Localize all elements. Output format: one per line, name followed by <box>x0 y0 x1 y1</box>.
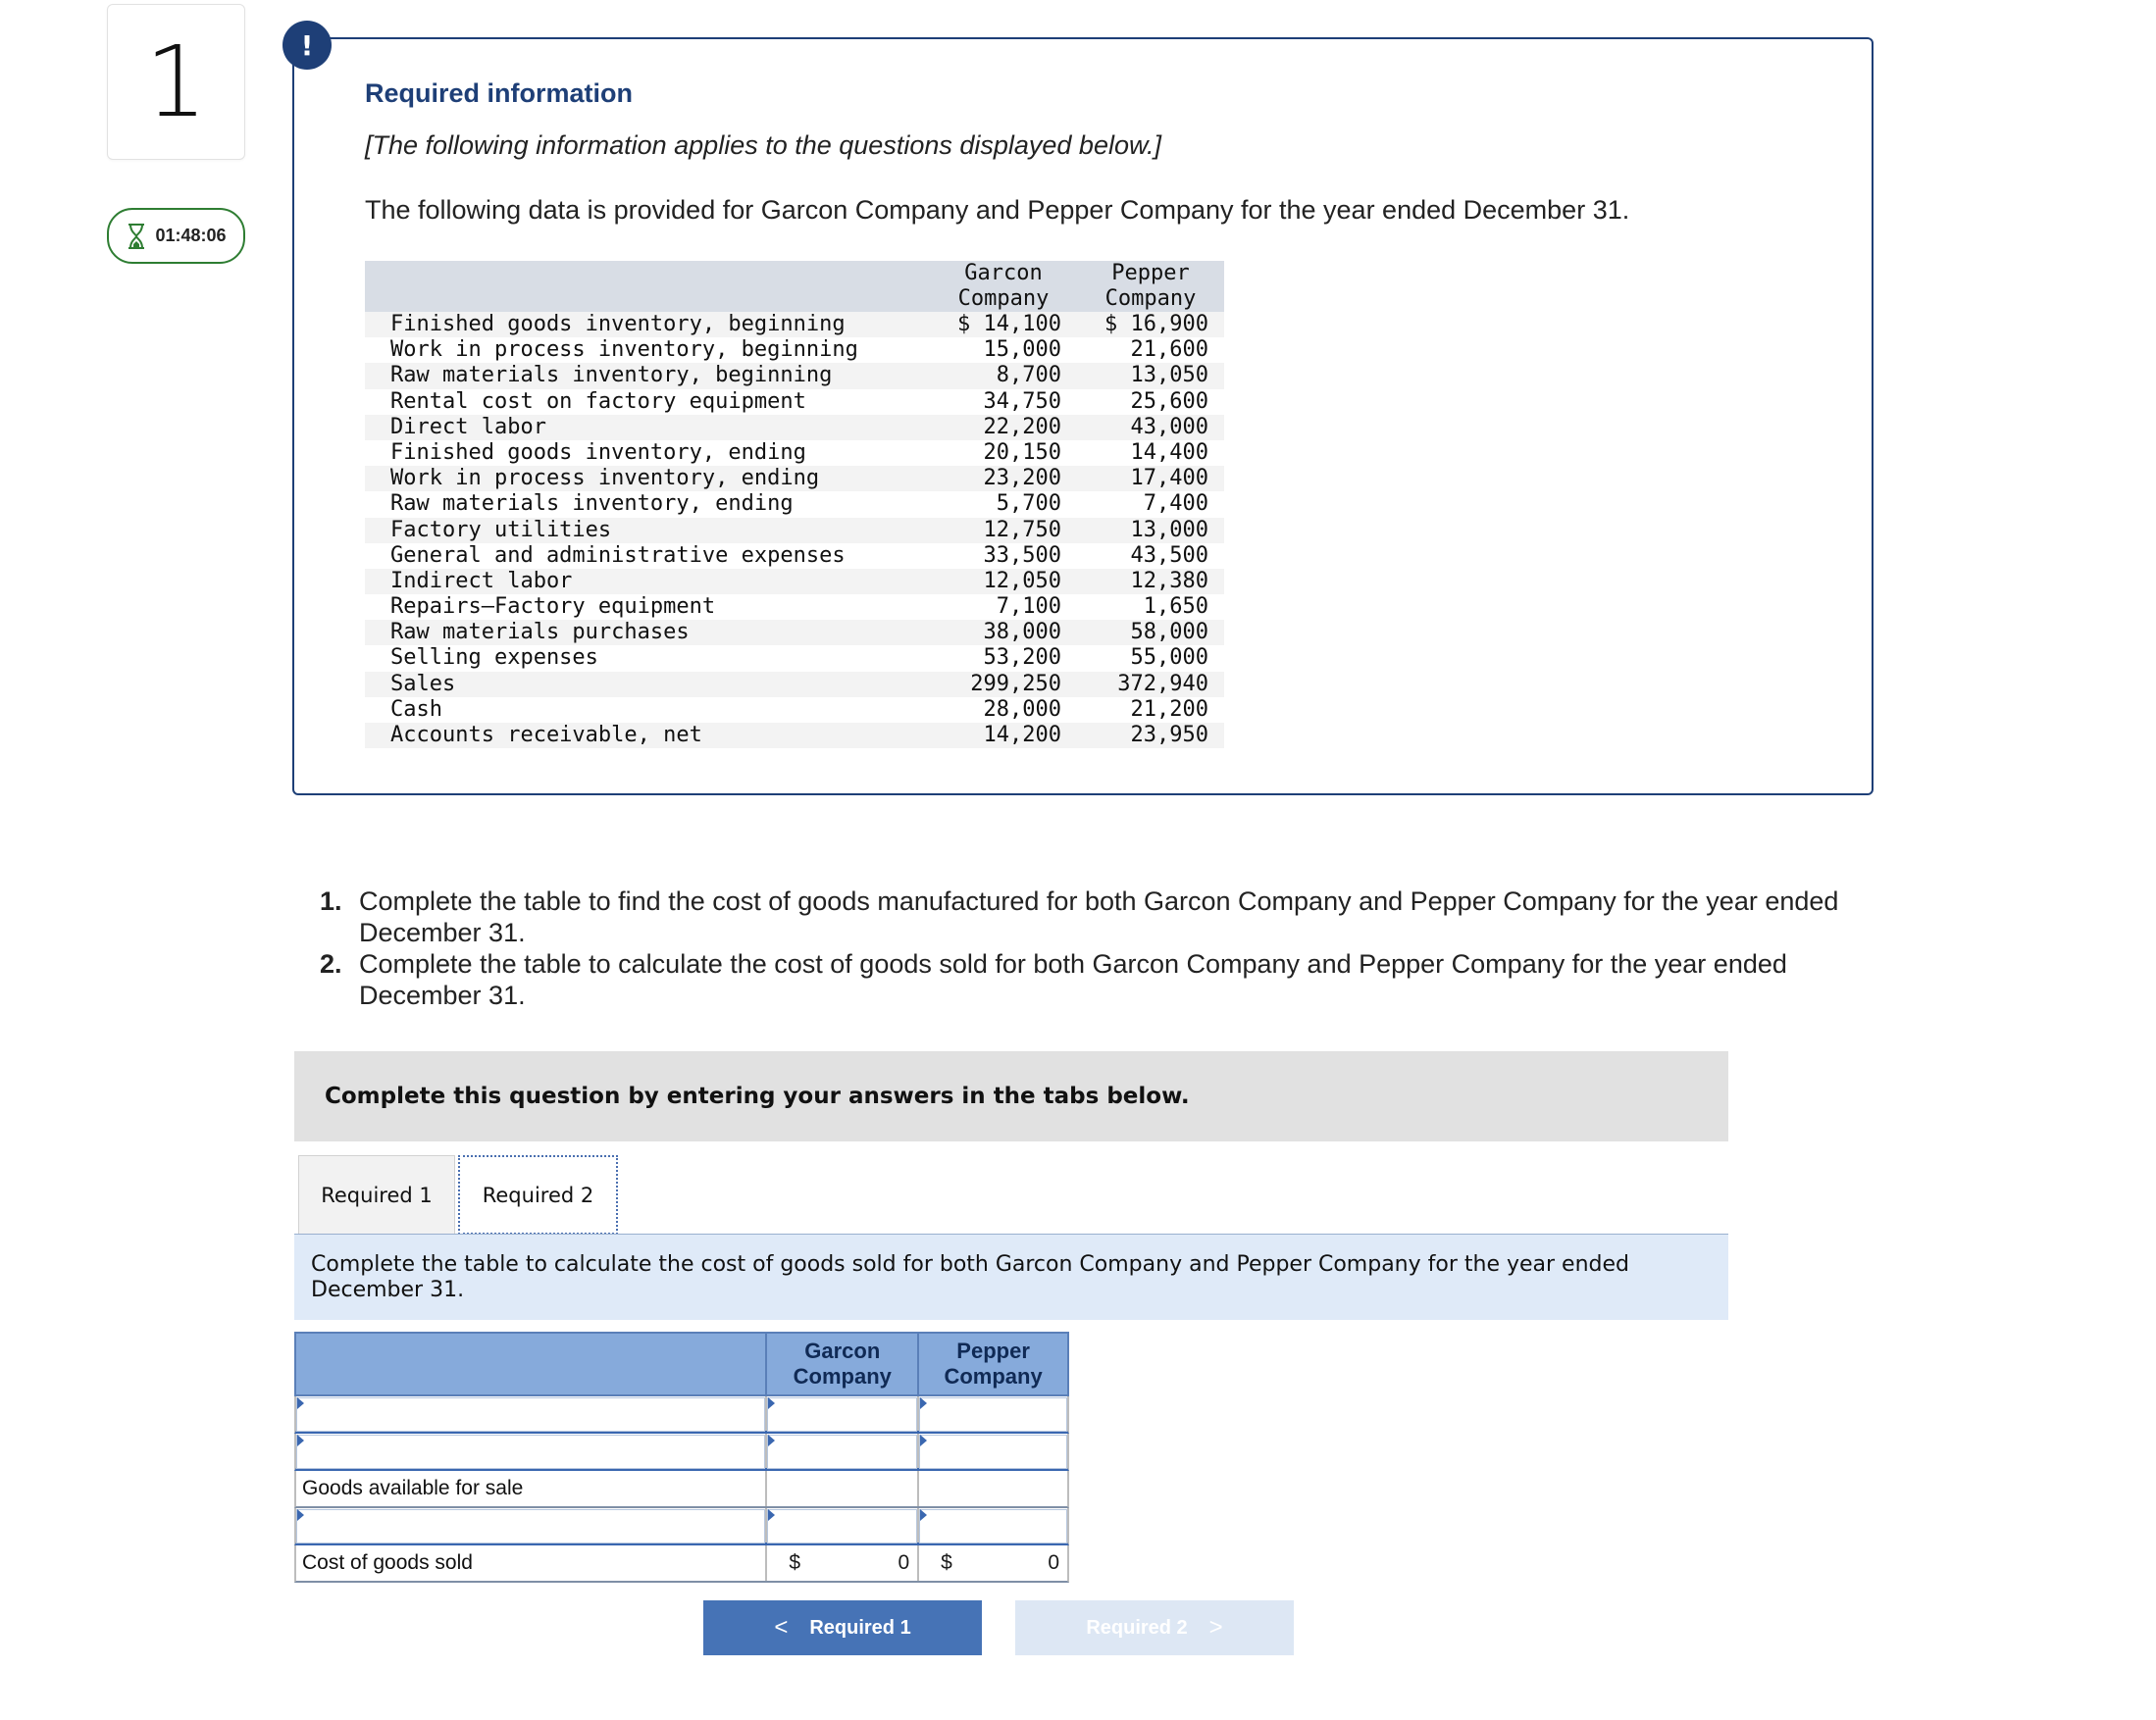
dropdown-flag-icon <box>768 1435 775 1446</box>
garcon-value: 299,250 <box>970 671 1061 696</box>
hourglass-icon <box>126 223 147 250</box>
garcon-value: 15,000 <box>983 337 1061 363</box>
chevron-left-icon: < <box>774 1614 789 1641</box>
row-label: Repairs—Factory equipment <box>390 594 716 620</box>
row-2-label-select[interactable] <box>296 1435 765 1469</box>
cogs-answer-table <box>294 1332 1069 1583</box>
row-1-garcon-input[interactable] <box>767 1397 917 1432</box>
row-label: Raw materials inventory, ending <box>390 491 794 517</box>
row-label: Work in process inventory, ending <box>390 466 820 491</box>
question-number: 1 <box>107 4 245 160</box>
row-label: Sales <box>390 671 456 696</box>
garcon-value: 53,200 <box>983 645 1061 671</box>
pepper-value: 43,500 <box>1130 542 1208 568</box>
data-table-row <box>365 594 1224 620</box>
instructions-list <box>320 885 1870 1011</box>
answer-instructions-banner: Complete this question by entering your answers in the tabs below. <box>294 1051 1728 1141</box>
pepper-answer-header: Pepper Company <box>917 1334 1067 1394</box>
garcon-value: 22,200 <box>983 414 1061 439</box>
row-4-garcon-input[interactable] <box>767 1509 917 1543</box>
row-label: Accounts receivable, net <box>390 723 702 747</box>
garcon-answer-header: Garcon Company <box>793 1339 892 1389</box>
goods-available-row <box>294 1471 1069 1508</box>
row-1-pepper-input[interactable] <box>919 1397 1067 1432</box>
pepper-value: $ 16,900 <box>1104 312 1208 336</box>
row-4-label-select[interactable] <box>296 1509 765 1543</box>
pepper-value: 372,940 <box>1117 671 1208 696</box>
data-table-row <box>365 620 1224 645</box>
instruction-item: 2. Complete the table to calculate the cost of goods sold for both Garcon Company and Pepper Company for the year ended December 31. <box>320 949 1787 1010</box>
garcon-value: 28,000 <box>983 696 1061 722</box>
required-info-subtitle: [The following information applies to the questions displayed below.] <box>365 130 1161 160</box>
data-table-body <box>365 312 1224 748</box>
data-table-row <box>365 363 1224 388</box>
data-table-row <box>365 723 1224 748</box>
dropdown-flag-icon <box>768 1397 775 1409</box>
data-table-row <box>365 312 1224 337</box>
garcon-value: 12,050 <box>983 568 1061 593</box>
garcon-value: 5,700 <box>996 491 1061 517</box>
garcon-value: 33,500 <box>983 542 1061 568</box>
garcon-value: 23,200 <box>983 466 1061 491</box>
data-table-row <box>365 543 1224 569</box>
row-2-pepper-input[interactable] <box>919 1435 1067 1469</box>
row-4-pepper-input[interactable] <box>919 1509 1067 1543</box>
dropdown-flag-icon <box>920 1435 927 1446</box>
goods-available-pepper <box>917 1471 1067 1506</box>
data-table-row <box>365 440 1224 466</box>
cogs-garcon: $ 0 <box>789 1551 910 1574</box>
garcon-value: 34,750 <box>983 388 1061 414</box>
dropdown-flag-icon <box>920 1397 927 1409</box>
pepper-value: 23,950 <box>1130 723 1208 747</box>
data-table-row <box>365 415 1224 440</box>
goods-available-label: Goods available for sale <box>296 1471 767 1506</box>
row-1-label-select[interactable] <box>296 1397 765 1432</box>
next-required-2-button[interactable]: Required 2 > <box>1015 1600 1294 1655</box>
garcon-value: 20,150 <box>983 439 1061 465</box>
row-2-garcon-input[interactable] <box>767 1435 917 1469</box>
row-label: Raw materials inventory, beginning <box>390 363 833 388</box>
dropdown-flag-icon <box>297 1397 304 1409</box>
pepper-value: 21,600 <box>1130 337 1208 363</box>
pepper-value: 13,000 <box>1130 517 1208 542</box>
data-table-row <box>365 697 1224 723</box>
garcon-value: 14,200 <box>983 723 1061 747</box>
row-label: Indirect labor <box>390 568 573 593</box>
garcon-value: 7,100 <box>996 594 1061 620</box>
data-table-row <box>365 672 1224 697</box>
pepper-value: 1,650 <box>1143 594 1208 620</box>
answer-table-header <box>294 1332 1069 1396</box>
timer[interactable] <box>107 208 245 264</box>
data-table-row <box>365 518 1224 543</box>
data-table-row <box>365 569 1224 594</box>
data-table-row <box>365 466 1224 491</box>
answer-row-1 <box>294 1396 1069 1434</box>
data-table-header <box>365 261 1224 312</box>
pepper-column-header: Pepper Company <box>1104 261 1197 311</box>
garcon-value: 8,700 <box>996 363 1061 388</box>
required-info-intro: The following data is provided for Garcon Company and Pepper Company for the year ended December 31. <box>365 195 1630 225</box>
pepper-value: 21,200 <box>1130 696 1208 722</box>
data-table-row <box>365 389 1224 415</box>
row-label: Raw materials purchases <box>390 620 690 645</box>
data-table-row <box>365 337 1224 363</box>
pepper-value: 7,400 <box>1143 491 1208 517</box>
row-label: Selling expenses <box>390 645 598 671</box>
row-label: Finished goods inventory, beginning <box>390 312 846 336</box>
garcon-column-header: Garcon Company <box>957 261 1050 311</box>
pepper-value: 12,380 <box>1130 568 1208 593</box>
pepper-value: 17,400 <box>1130 466 1208 491</box>
cogs-row <box>294 1545 1069 1583</box>
data-table-row <box>365 645 1224 671</box>
required-info-title: Required information <box>365 78 634 108</box>
dropdown-flag-icon <box>768 1509 775 1521</box>
pepper-value: 14,400 <box>1130 439 1208 465</box>
row-label: General and administrative expenses <box>390 542 846 568</box>
row-label: Direct labor <box>390 414 546 439</box>
row-label: Rental cost on factory equipment <box>390 388 806 414</box>
task-description: Complete the table to calculate the cost of goods sold for both Garcon Company and Pepper Company for the year ended December 31. <box>294 1235 1728 1320</box>
garcon-value: 12,750 <box>983 517 1061 542</box>
answer-row-4 <box>294 1508 1069 1545</box>
pepper-value: 43,000 <box>1130 414 1208 439</box>
prev-required-1-button[interactable]: < Required 1 <box>703 1600 982 1655</box>
cogs-pepper: $ 0 <box>917 1545 1067 1581</box>
dropdown-flag-icon <box>297 1509 304 1521</box>
data-table-row <box>365 491 1224 517</box>
tab-required-2[interactable]: Required 2 <box>458 1155 618 1235</box>
goods-available-garcon <box>767 1471 917 1506</box>
cogs-label: Cost of goods sold <box>296 1545 767 1581</box>
row-label: Cash <box>390 696 442 722</box>
pepper-value: 13,050 <box>1130 363 1208 388</box>
pepper-value: 25,600 <box>1130 388 1208 414</box>
chevron-right-icon: > <box>1208 1614 1223 1641</box>
garcon-value: $ 14,100 <box>957 312 1061 336</box>
alert-icon: ! <box>282 21 332 70</box>
company-data-table <box>365 261 1224 748</box>
instruction-item: 1. Complete the table to find the cost of goods manufactured for both Garcon Company and Pepper Company for the year ended December 31. <box>320 886 1839 947</box>
answer-row-2 <box>294 1434 1069 1471</box>
timer-value: 01:48:06 <box>155 226 227 245</box>
pepper-value: 55,000 <box>1130 645 1208 671</box>
row-label: Work in process inventory, beginning <box>390 337 858 363</box>
tab-required-1[interactable]: Required 1 <box>298 1155 455 1235</box>
dropdown-flag-icon <box>920 1509 927 1521</box>
row-label: Finished goods inventory, ending <box>390 439 806 465</box>
garcon-value: 38,000 <box>983 620 1061 645</box>
pepper-value: 58,000 <box>1130 620 1208 645</box>
dropdown-flag-icon <box>297 1435 304 1446</box>
row-label: Factory utilities <box>390 517 612 542</box>
